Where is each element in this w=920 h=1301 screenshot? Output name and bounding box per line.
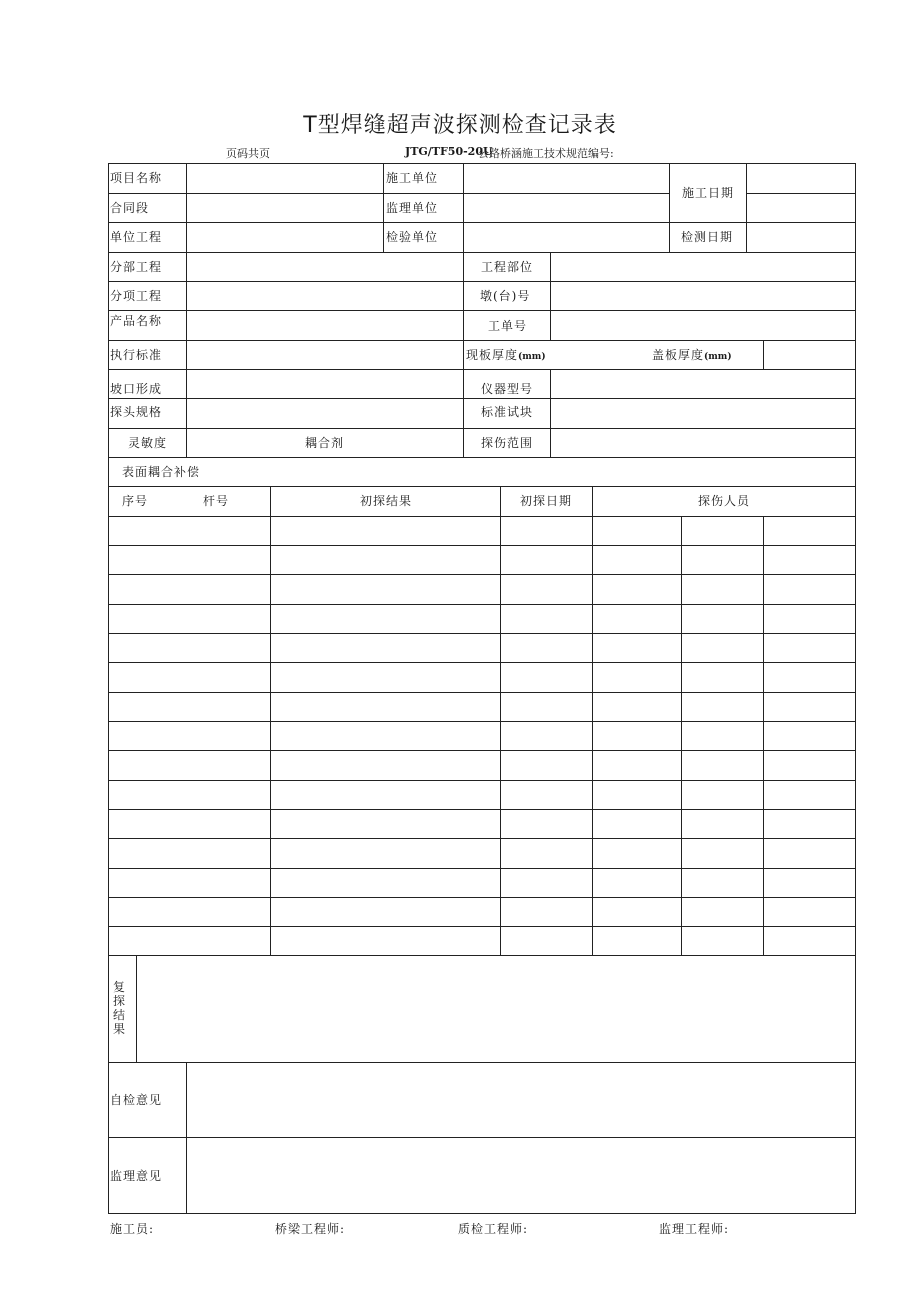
- label-pier-no: 墩(台)号: [480, 289, 531, 303]
- header-rod-no: 杆号: [203, 494, 230, 508]
- label-project-name: 项目名称: [110, 171, 163, 185]
- rule: [108, 252, 856, 253]
- page-title: T型焊缝超声波探测检查记录表: [303, 113, 617, 138]
- rule: [108, 545, 856, 546]
- label-division-work: 分部工程: [110, 260, 163, 274]
- sig-qc-engineer: 质检工程师:: [458, 1222, 529, 1236]
- rule: [463, 163, 464, 252]
- rule: [108, 662, 856, 663]
- rule: [108, 1137, 856, 1138]
- rule: [108, 398, 856, 399]
- rule: [500, 486, 501, 955]
- label-probe-spec: 探头规格: [110, 405, 163, 419]
- standard-code: JTG/TF50-20U: [405, 145, 493, 158]
- record-table: [108, 163, 856, 1214]
- label-supervision-unit: 监理单位: [386, 201, 439, 215]
- rule: [108, 692, 856, 693]
- label-product-name: 产品名称: [110, 314, 163, 328]
- rule: [136, 955, 137, 1062]
- label-construction-unit: 施工单位: [386, 171, 439, 185]
- rule: [763, 516, 764, 955]
- rule: [186, 1062, 187, 1214]
- label-work-order-no: 工单号: [488, 319, 528, 333]
- label-inspection-unit: 检验单位: [386, 230, 439, 244]
- rule: [108, 633, 856, 634]
- rule: [550, 252, 551, 340]
- header-initial-result: 初探结果: [360, 494, 413, 508]
- rule: [108, 897, 856, 898]
- label-supervision-opinion: 监理意见: [110, 1169, 163, 1183]
- rule: [108, 222, 856, 223]
- rule: [463, 252, 464, 340]
- label-instrument-model: 仪器型号: [481, 382, 534, 396]
- rule: [746, 193, 856, 194]
- rule: [108, 838, 856, 839]
- header-seq: 序号: [122, 494, 149, 508]
- rule: [108, 926, 856, 927]
- rule: [383, 163, 384, 252]
- label-construction-date: 施工日期: [682, 186, 735, 200]
- label-work-location: 工程部位: [481, 260, 534, 274]
- rule: [746, 163, 747, 252]
- label-self-check: 自检意见: [110, 1093, 163, 1107]
- rule: [463, 369, 464, 457]
- rule: [108, 516, 856, 517]
- label-inspection-date: 检测日期: [681, 230, 734, 244]
- rule: [108, 1062, 856, 1063]
- label-standard-block: 标准试块: [481, 405, 534, 419]
- label-surface-comp: 表面耦合补偿: [122, 465, 201, 479]
- rule: [108, 574, 856, 575]
- rule: [108, 310, 856, 311]
- sig-constructor: 施工员:: [110, 1222, 155, 1236]
- rule: [108, 604, 856, 605]
- label-cover-thickness: [652, 348, 732, 364]
- rule: [108, 340, 856, 341]
- rule: [108, 457, 856, 458]
- header-initial-date: 初探日期: [520, 494, 573, 508]
- label-cover-thickness-unit: (mm): [704, 352, 732, 362]
- standard-text: 公路桥涵施工技术规范编号:: [478, 147, 614, 160]
- rule: [270, 486, 271, 955]
- rule: [463, 340, 464, 369]
- rule: [108, 486, 856, 487]
- rule: [763, 340, 764, 369]
- label-web-thickness-text: 现板厚度: [466, 348, 519, 362]
- sig-supervising-engineer: 监理工程师:: [659, 1222, 730, 1236]
- label-sensitivity: 灵敏度: [128, 436, 168, 450]
- rule: [108, 281, 856, 282]
- label-cover-thickness-text: 盖板厚度: [652, 348, 705, 362]
- rule: [108, 750, 856, 751]
- rule: [108, 193, 669, 194]
- label-web-thickness: [466, 348, 546, 364]
- rule: [108, 428, 856, 429]
- label-recheck-result: 复探结果: [113, 980, 126, 1036]
- page-count: 页码共页: [226, 147, 270, 160]
- sig-bridge-engineer: 桥梁工程师:: [275, 1222, 346, 1236]
- rule: [108, 955, 856, 956]
- label-unit-work: 单位工程: [110, 230, 163, 244]
- label-exec-standard: 执行标准: [110, 348, 163, 362]
- label-contract-section: 合同段: [110, 201, 150, 215]
- rule: [108, 868, 856, 869]
- label-flaw-range: 探伤范围: [481, 436, 534, 450]
- rule: [592, 486, 593, 955]
- rule: [681, 516, 682, 955]
- rule: [550, 369, 551, 457]
- rule: [669, 163, 670, 252]
- header-inspector: 探伤人员: [698, 494, 751, 508]
- label-subitem-work: 分项工程: [110, 289, 163, 303]
- rule: [186, 163, 187, 457]
- rule: [108, 721, 856, 722]
- label-groove-forming: 坡口形成: [110, 382, 163, 396]
- rule: [108, 809, 856, 810]
- label-web-thickness-unit: (mm): [518, 352, 546, 362]
- label-couplant: 耦合剂: [305, 436, 345, 450]
- rule: [108, 369, 856, 370]
- rule: [108, 780, 856, 781]
